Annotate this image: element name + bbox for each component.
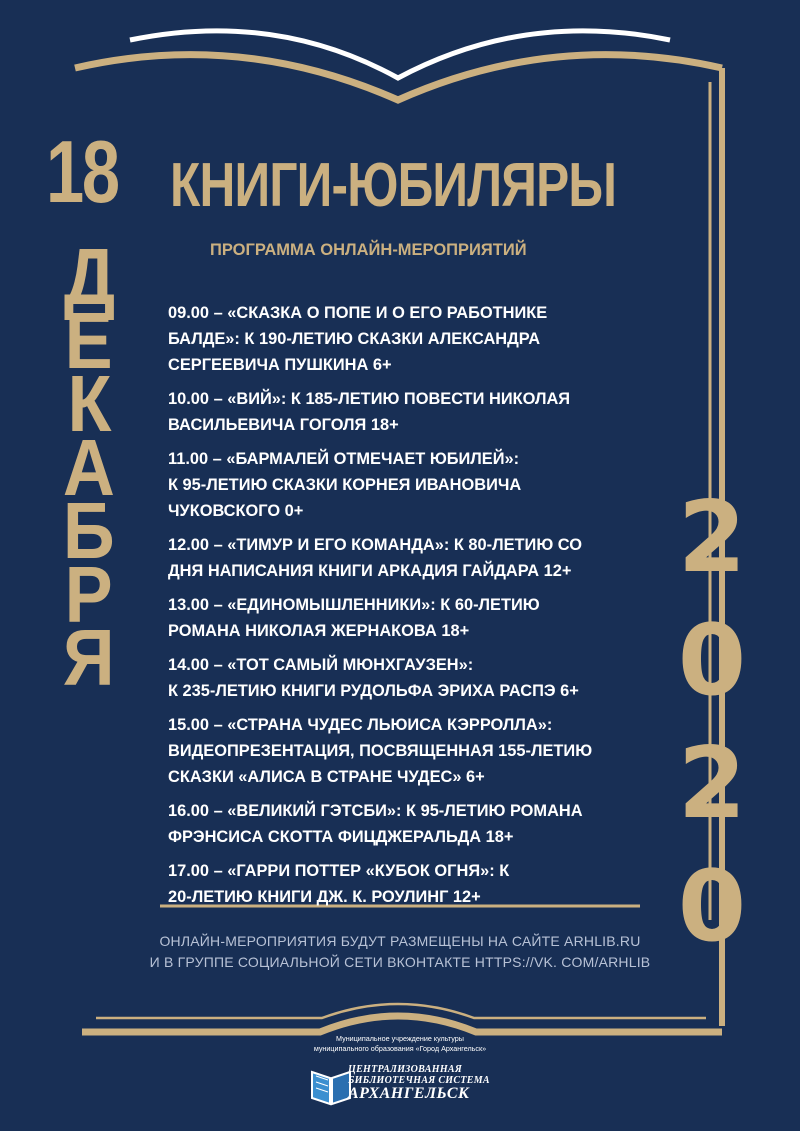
program-item: 14.00 – «ТОТ САМЫЙ МЮНХГАУЗЕН»: К 235-ЛЕТИЮ КНИГИ РУДОЛЬФА ЭРИХА РАСПЭ 6+ — [168, 656, 579, 700]
program-item: 12.00 – «ТИМУР И ЕГО КОМАНДА»: К 80-ЛЕТИЮ СО ДНЯ НАПИСАНИЯ КНИГИ АРКАДИЯ ГАЙДАРА 12+ — [168, 536, 582, 580]
footer-line: ОНЛАЙН-МЕРОПРИЯТИЯ БУДУТ РАЗМЕЩЕНЫ НА САЙТЕ ARHLIB.RU — [159, 933, 641, 949]
program-item: 16.00 – «ВЕЛИКИЙ ГЭТСБИ»: К 95-ЛЕТИЮ РОМАНА ФРЭНСИСА СКОТТА ФИЦДЖЕРАЛЬДА 18+ — [168, 802, 583, 846]
month-letter: Р — [64, 549, 114, 639]
poster-subtitle: ПРОГРАММА ОНЛАЙН-МЕРОПРИЯТИЙ — [210, 241, 527, 259]
program-item: 13.00 – «ЕДИНОМЫШЛЕННИКИ»: К 60-ЛЕТИЮ РОМАНА НИКОЛАЯ ЖЕРНАКОВА 18+ — [168, 596, 540, 640]
org-line: муниципального образования «Город Архангельск» — [313, 1044, 487, 1053]
program-item: 15.00 – «СТРАНА ЧУДЕС ЛЬЮИСА КЭРРОЛЛА»: ВИДЕОПРЕЗЕНТАЦИЯ, ПОСВЯЩЕННАЯ 155-ЛЕТИЮ СКАЗКИ «АЛИСА В СТРАНЕ ЧУДЕС» 6+ — [168, 716, 593, 786]
program-item: 11.00 – «БАРМАЛЕЙ ОТМЕЧАЕТ ЮБИЛЕЙ»: К 95-ЛЕТИЮ СКАЗКИ КОРНЕЯ ИВАНОВИЧА ЧУКОВСКОГО 0+ — [168, 450, 522, 520]
month-letter: Б — [63, 486, 115, 575]
organization-name — [300, 1034, 500, 1054]
footer-line: И В ГРУППЕ СОЦИАЛЬНОЙ СЕТИ ВКОНТАКТЕ HTTPS://VK. COM/ARHLIB — [149, 954, 651, 970]
program-item: 09.00 – «СКАЗКА О ПОПЕ И О ЕГО РАБОТНИКЕ БАЛДЕ»: К 190-ЛЕТИЮ СКАЗКИ АЛЕКСАНДРА СЕРГЕЕВИЧА ПУШКИНА 6+ — [168, 304, 548, 374]
event-month — [44, 232, 134, 702]
year-digit: 0 — [677, 850, 747, 964]
program-item: 10.00 – «ВИЙ»: К 185-ЛЕТИЮ ПОВЕСТИ НИКОЛАЯ ВАСИЛЬЕВИЧА ГОГОЛЯ 18+ — [168, 390, 571, 434]
year-digit: 2 — [677, 727, 747, 841]
event-day: 18 — [46, 122, 118, 221]
logo-line: БИБЛИОТЕЧНАЯ СИСТЕМА — [348, 1075, 490, 1086]
month-letter: А — [62, 422, 116, 512]
event-year — [662, 477, 762, 969]
library-logo — [308, 1062, 498, 1110]
poster-title: КНИГИ-ЮБИЛЯРЫ — [170, 151, 617, 220]
logo-line: АРХАНГЕЛЬСК — [348, 1085, 470, 1102]
logo-line: ЦЕНТРАЛИЗОВАННАЯ — [348, 1064, 463, 1075]
month-letter: Е — [64, 295, 114, 385]
program-list — [168, 300, 638, 918]
program-item: 17.00 – «ГАРРИ ПОТТЕР «КУБОК ОГНЯ»: К 20-ЛЕТИЮ КНИГИ ДЖ. К. РОУЛИНГ 12+ — [168, 862, 510, 906]
footer-note — [120, 931, 680, 973]
year-digit: 2 — [677, 481, 747, 595]
month-letter: Д — [63, 232, 115, 321]
year-digit: 0 — [677, 604, 747, 718]
month-letter: К — [67, 359, 111, 448]
org-line: Муниципальное учреждение культуры — [336, 1034, 464, 1043]
month-letter: Я — [63, 613, 115, 702]
